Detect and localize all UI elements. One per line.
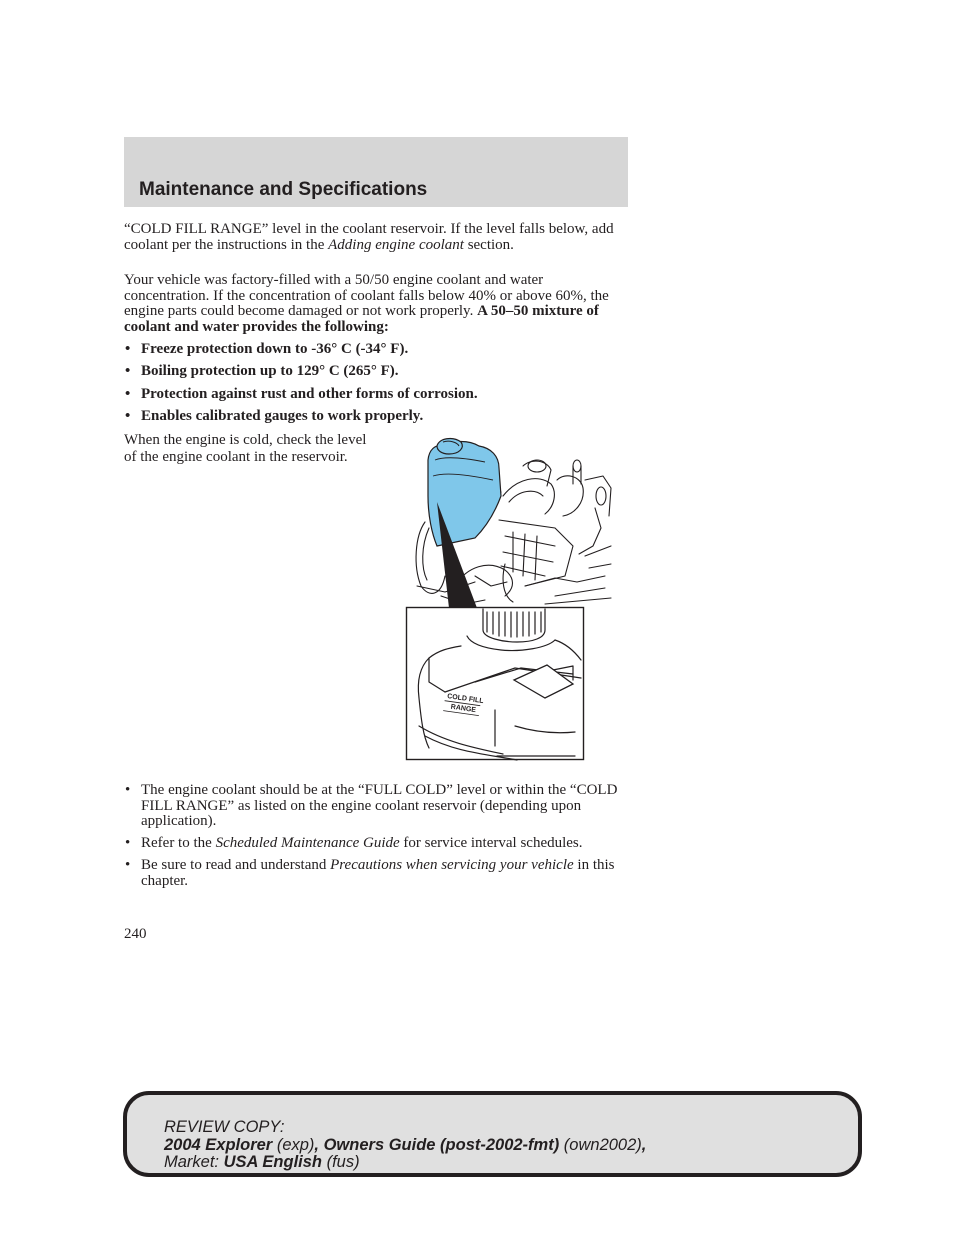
review-copy-text <box>164 1119 646 1172</box>
review-copy-market-line <box>164 1154 646 1172</box>
bullet-icon: • <box>125 363 131 380</box>
paragraph-text: “COLD FILL RANGE” level in the coolant reservoir. If the level falls below, add coolant per the instructions in the <box>124 221 614 253</box>
model-name: 2004 Explorer <box>164 1135 273 1154</box>
check-coolant-instruction: When the engine is cold, check the level of the engine coolant in the reservoir. <box>124 432 367 465</box>
list-item-text: Freeze protection down to -36° C (-34° F). <box>141 341 409 357</box>
list-item-text: Protection against rust and other forms of corrosion. <box>141 385 478 402</box>
range-label: RANGE <box>450 703 477 715</box>
bullet-icon: • <box>125 408 131 425</box>
review-copy-product-line <box>164 1137 646 1155</box>
bullet-icon: • <box>125 385 131 402</box>
list-item <box>124 783 624 830</box>
precautions-reference: Precautions when servicing your vehicle <box>330 857 574 874</box>
market-code: (fus) <box>322 1153 360 1171</box>
review-copy-box <box>123 1091 862 1177</box>
model-code: (exp) <box>272 1135 315 1154</box>
list-item <box>124 858 624 889</box>
list-item-text: for service interval schedules. <box>399 835 583 852</box>
list-item-text: Refer to the <box>141 835 216 852</box>
list-item <box>124 387 624 403</box>
adding-coolant-reference: Adding engine coolant <box>328 236 464 253</box>
section-title: Maintenance and Specifications <box>139 179 428 200</box>
list-item <box>124 409 624 425</box>
paragraph-text: Your vehicle was factory-filled with a 50/50 engine coolant and water concentration. If the concentration of coolant falls below 40% or above 60%, the engine parts could become damaged or not work properly. <box>124 272 609 320</box>
coolant-notes-list <box>124 783 624 896</box>
bullet-icon: • <box>125 857 131 874</box>
market-name: USA English <box>223 1153 323 1171</box>
mixture-benefits-intro: A 50–50 mixture of coolant and water provides the following: <box>124 303 599 335</box>
protection-list <box>124 342 624 432</box>
bullet-icon: • <box>125 341 131 357</box>
guide-name: Owners Guide (post-2002-fmt) <box>323 1135 560 1154</box>
bullet-icon: • <box>125 782 131 798</box>
coolant-concentration-paragraph <box>124 273 624 335</box>
list-item <box>124 836 624 852</box>
separator: , <box>314 1135 324 1154</box>
list-item <box>124 364 624 380</box>
market-label: Market: <box>164 1153 224 1171</box>
cold-fill-label: COLD FILL <box>446 693 484 706</box>
page-number: 240 <box>124 926 147 942</box>
list-item-text: Be sure to read and understand <box>141 857 331 874</box>
guide-code: (own2002) <box>559 1135 642 1154</box>
list-item-text: Enables calibrated gauges to work properly. <box>141 408 424 425</box>
review-copy-label: REVIEW COPY: <box>164 1118 285 1136</box>
list-item-text: The engine coolant should be at the “FULL COLD” level or within the “COLD FILL RANGE” as listed on the engine coolant reservoir (depending upon application). <box>141 782 618 830</box>
list-item <box>124 342 624 358</box>
maintenance-guide-reference: Scheduled Maintenance Guide <box>215 835 400 852</box>
separator: , <box>641 1135 647 1154</box>
paragraph-text: section. <box>463 236 514 253</box>
coolant-level-paragraph <box>124 222 624 253</box>
section-header-band <box>124 137 628 207</box>
bullet-icon: • <box>125 835 131 852</box>
coolant-reservoir-illustration <box>405 436 615 762</box>
list-item-text: in this chapter. <box>141 857 615 889</box>
list-item-text: Boiling protection up to 129° C (265° F). <box>141 363 399 380</box>
